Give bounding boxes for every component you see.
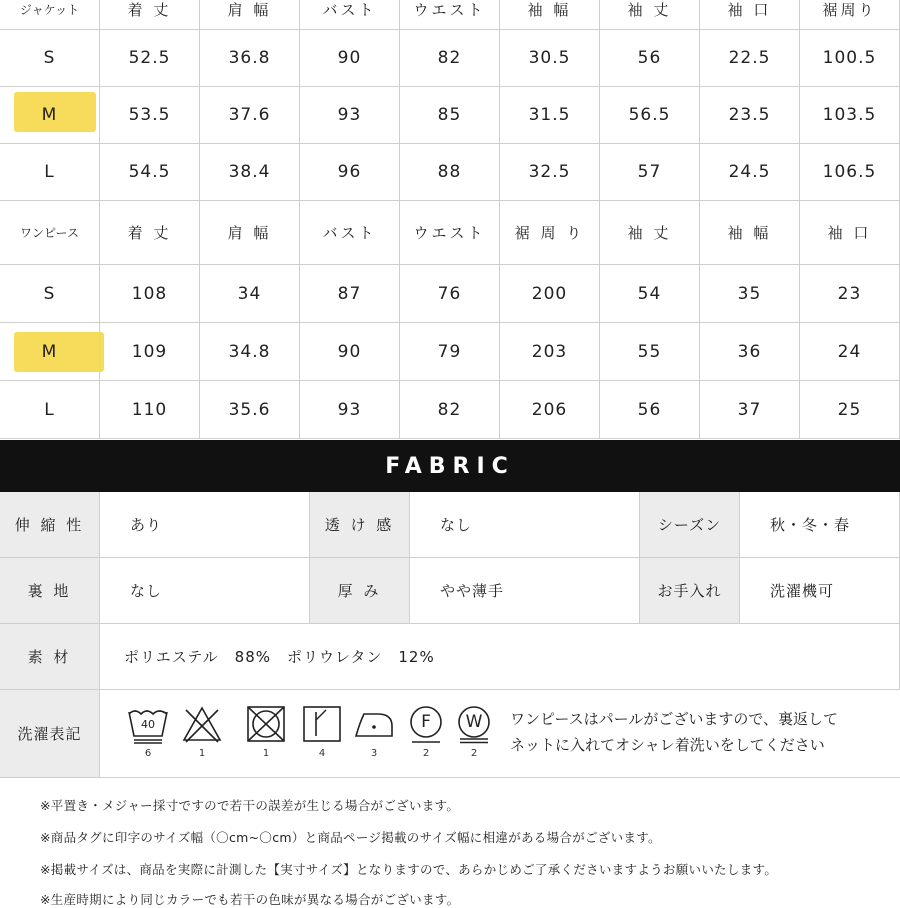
jacket-value: 90	[300, 30, 400, 87]
note-4: ※生産時期により同じカラーでも若干の色味が異なる場合がございます。	[40, 892, 460, 907]
jacket-value: 22.5	[700, 30, 800, 87]
onepiece-value: 110	[100, 381, 200, 439]
jacket-value: 24.5	[700, 144, 800, 201]
dry-clean-letter: F	[421, 712, 431, 732]
care-value: 洗濯機可	[740, 558, 900, 624]
onepiece-header-1: 着 丈	[100, 201, 200, 265]
fabric-title: FABRIC	[385, 453, 515, 479]
jacket-value: 37.6	[200, 87, 300, 144]
onepiece-size-l: L	[0, 381, 100, 439]
jacket-header-6: 袖 丈	[600, 0, 700, 30]
jacket-value: 54.5	[100, 144, 200, 201]
jacket-value: 82	[400, 30, 500, 87]
jacket-value: 106.5	[800, 144, 900, 201]
jacket-value: 38.4	[200, 144, 300, 201]
onepiece-header-5: 裾 周 り	[500, 201, 600, 265]
iron-low-num: 3	[370, 748, 378, 759]
jacket-header-2: 肩 幅	[200, 0, 300, 30]
note-2: ※商品タグに印字のサイズ幅（〇cm~〇cm）と商品ページ掲載のサイズ幅に相違がある場合がございます。	[40, 830, 661, 845]
season-label: シーズン	[640, 492, 740, 558]
wash-40-num: 6	[144, 748, 152, 759]
jacket-size-s: S	[0, 30, 100, 87]
sheer-value: なし	[410, 492, 640, 558]
washing-note-line2: ネットに入れてオシャレ着洗いをしてください	[510, 736, 825, 754]
line-dry-icon	[300, 704, 344, 764]
wash-temp: 40	[141, 718, 155, 731]
material-label: 素 材	[0, 624, 100, 690]
no-bleach-num: 1	[198, 748, 206, 759]
onepiece-value: 34.8	[200, 323, 300, 381]
onepiece-header-3: バスト	[300, 201, 400, 265]
jacket-size-l: L	[0, 144, 100, 201]
jacket-value: 52.5	[100, 30, 200, 87]
onepiece-header-2: 肩 幅	[200, 201, 300, 265]
wash-40-icon	[126, 704, 170, 764]
onepiece-value: 90	[300, 323, 400, 381]
onepiece-value: 203	[500, 323, 600, 381]
sheer-label: 透 け 感	[310, 492, 410, 558]
onepiece-value: 87	[300, 265, 400, 323]
jacket-value: 31.5	[500, 87, 600, 144]
jacket-value: 93	[300, 87, 400, 144]
onepiece-header-6: 袖 丈	[600, 201, 700, 265]
care-label: お手入れ	[640, 558, 740, 624]
jacket-value: 32.5	[500, 144, 600, 201]
thickness-value: やや薄手	[410, 558, 640, 624]
washing-label: 洗濯表記	[0, 690, 100, 778]
onepiece-value: 23	[800, 265, 900, 323]
stretch-label: 伸 縮 性	[0, 492, 100, 558]
dry-clean-f-icon	[404, 704, 448, 764]
onepiece-value: 206	[500, 381, 600, 439]
onepiece-value: 54	[600, 265, 700, 323]
dry-clean-num: 2	[422, 748, 430, 759]
line-dry-num: 4	[318, 748, 326, 759]
jacket-header-8: 裾周り	[800, 0, 900, 30]
no-tumble-dry-num: 1	[262, 748, 270, 759]
jacket-value: 23.5	[700, 87, 800, 144]
season-value: 秋・冬・春	[740, 492, 900, 558]
lining-label: 裏 地	[0, 558, 100, 624]
jacket-size-m: M	[0, 87, 100, 144]
onepiece-value: 200	[500, 265, 600, 323]
jacket-value: 100.5	[800, 30, 900, 87]
onepiece-value: 109	[100, 323, 200, 381]
thickness-label: 厚 み	[310, 558, 410, 624]
onepiece-value: 35	[700, 265, 800, 323]
onepiece-value: 108	[100, 265, 200, 323]
onepiece-size-s: S	[0, 265, 100, 323]
jacket-header-4: ウエスト	[400, 0, 500, 30]
jacket-header-5: 袖 幅	[500, 0, 600, 30]
jacket-header-1: 着 丈	[100, 0, 200, 30]
stretch-value: あり	[100, 492, 310, 558]
washing-note	[510, 706, 838, 758]
onepiece-value: 93	[300, 381, 400, 439]
jacket-corner-label: ジャケット	[0, 0, 100, 30]
no-bleach-icon	[180, 704, 224, 764]
onepiece-header-8: 袖 口	[800, 201, 900, 265]
onepiece-value: 36	[700, 323, 800, 381]
fabric-title-bar	[0, 440, 900, 492]
onepiece-value: 56	[600, 381, 700, 439]
jacket-value: 56.5	[600, 87, 700, 144]
onepiece-header-4: ウエスト	[400, 201, 500, 265]
jacket-header-7: 袖 口	[700, 0, 800, 30]
jacket-value: 30.5	[500, 30, 600, 87]
jacket-value: 56	[600, 30, 700, 87]
onepiece-value: 35.6	[200, 381, 300, 439]
onepiece-value: 79	[400, 323, 500, 381]
jacket-header-3: バスト	[300, 0, 400, 30]
lining-value: なし	[100, 558, 310, 624]
jacket-value: 53.5	[100, 87, 200, 144]
onepiece-value: 82	[400, 381, 500, 439]
jacket-value: 96	[300, 144, 400, 201]
onepiece-value: 76	[400, 265, 500, 323]
note-1: ※平置き・メジャー採寸ですので若干の誤差が生じる場合がございます。	[40, 798, 460, 813]
onepiece-value: 24	[800, 323, 900, 381]
onepiece-size-m: M	[0, 323, 100, 381]
jacket-value: 57	[600, 144, 700, 201]
no-tumble-dry-icon	[244, 704, 288, 764]
onepiece-value: 55	[600, 323, 700, 381]
onepiece-value: 37	[700, 381, 800, 439]
note-3: ※掲載サイズは、商品を実際に計測した【実寸サイズ】となりますので、あらかじめご了承くださいますようお願いいたします。	[40, 862, 778, 877]
iron-low-icon	[352, 704, 396, 764]
onepiece-corner-label: ワンピース	[0, 201, 100, 265]
jacket-value: 85	[400, 87, 500, 144]
material-value: ポリエステル 88% ポリウレタン 12%	[100, 624, 900, 690]
jacket-value: 103.5	[800, 87, 900, 144]
wet-clean-w-icon	[452, 704, 496, 764]
jacket-value: 36.8	[200, 30, 300, 87]
wet-clean-letter: W	[465, 712, 483, 732]
washing-note-line1: ワンピースはパールがございますので、裏返して	[510, 710, 839, 728]
onepiece-header-7: 袖 幅	[700, 201, 800, 265]
wet-clean-num: 2	[470, 748, 478, 759]
onepiece-value: 25	[800, 381, 900, 439]
onepiece-value: 34	[200, 265, 300, 323]
jacket-value: 88	[400, 144, 500, 201]
